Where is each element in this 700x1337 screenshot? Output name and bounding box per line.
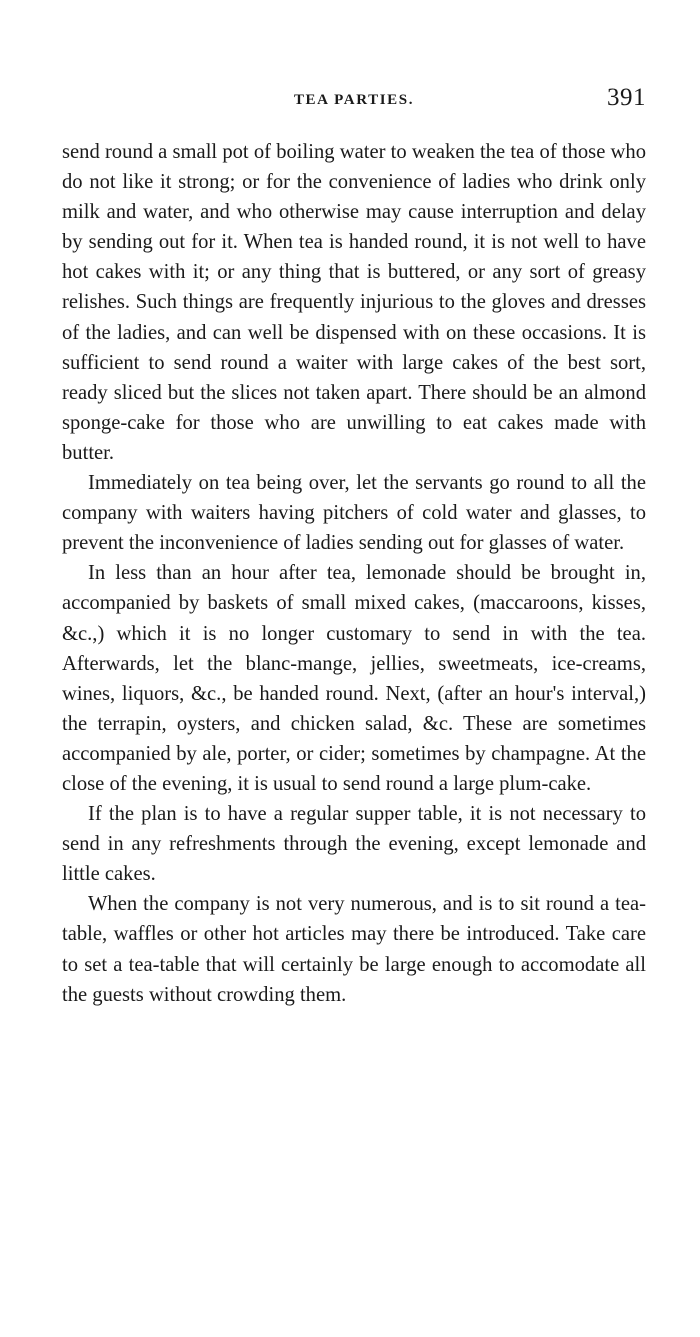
paragraph-supper-table: If the plan is to have a regular supper table, it is not necessary to send in any refreshments through the evening, except lemonade and little cakes. xyxy=(62,803,646,886)
running-head xyxy=(62,84,646,118)
running-head-title: TEA PARTIES. xyxy=(293,92,415,108)
paragraph-continued: send round a small pot of boiling water to weaken the tea of those who do not like it strong; or for the convenience of ladies who drink only milk and water, and who otherwise may cause interruption and delay by sending out for it. When tea is handed round, it is not well to have hot cakes with it; or any thing that is buttered, or any sort of greasy relishes. Such things are frequently injurious to the gloves and dresses of the ladies, and can well be dispensed with on these occasions. It is sufficient to send round a waiter with large cakes of the best sort, ready sliced but the slices not taken apart. There should be an almond sponge-cake for those who are unwilling to eat cakes made with butter. xyxy=(62,141,646,464)
paragraph-lemonade: In less than an hour after tea, lemonade should be brought in, accompanied by baskets of small mixed cakes, (maccaroons, kisses, &c.,) which it is no longer customary to send in with the tea. Afterwards, let the blanc-mange, jellies, sweetmeats, ice-creams, wines, liquors, &c., be handed round. Next, (after an hour's interval,) the terrapin, oysters, and chicken salad, &c. These are sometimes accompanied by ale, porter, or cider; sometimes by champagne. At the close of the evening, it is usual to send round a large plum-cake. xyxy=(62,562,646,795)
body-text xyxy=(62,137,646,1010)
paragraph-cold-water: Immediately on tea being over, let the servants go round to all the company with waiters having pitchers of cold water and glasses, to prevent the inconvenience of ladies sending out for glasses of water. xyxy=(62,472,646,555)
paragraph-tea-table: When the company is not very numerous, and is to sit round a tea-table, waffles or other hot articles may there be introduced. Take care to set a tea-table that will certainly be large enough to accomodate all the guests without crowding them. xyxy=(62,893,646,1006)
page-number: 391 xyxy=(607,84,646,111)
